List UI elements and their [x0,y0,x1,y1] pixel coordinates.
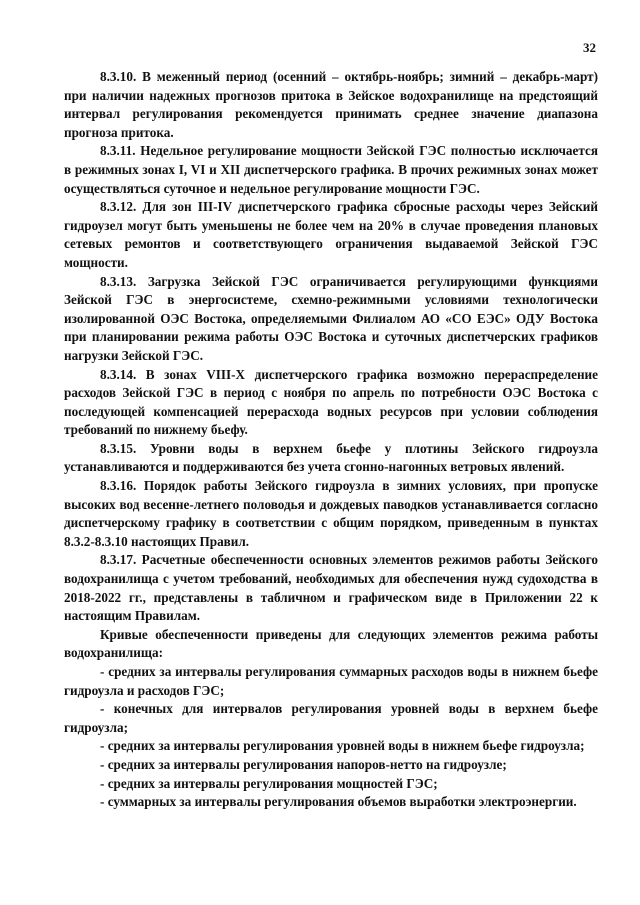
paragraph-8-3-11: 8.3.11. Недельное регулирование мощности Зейской ГЭС полностью исключается в режимных зонах I, VI и XII диспетчерского графика. В прочих режимных зонах может осуществляться суточное и недельное регулирование мощности ГЭС. [64,143,598,196]
paragraph-8-3-14: 8.3.14. В зонах VIII-X диспетчерского графика возможно перераспределение расходов Зейской ГЭС в период с ноября по апрель по потребности ОЭС Востока с последующей компенсацией перерасхода водных ресурсов при условии соблюдения требований по нижнему бьефу. [64,366,598,438]
list-item: - средних за интервалы регулирования уровней воды в нижнем бьефе гидроузла; [100,738,585,754]
list-item: - конечных для интервалов регулирования уровней воды в верхнем бьефе гидроузла; [64,701,598,735]
list-item: - средних за интервалы регулирования мощностей ГЭС; [100,775,438,791]
list-item: - средних за интервалы регулирования суммарных расходов воды в нижнем бьефе гидроузла и расходов ГЭС; [64,664,598,698]
paragraph-curves-intro: Кривые обеспеченности приведены для следующих элементов режима работы водохранилища: [64,626,598,661]
paragraph-8-3-17: 8.3.17. Расчетные обеспеченности основных элементов режимов работы Зейского водохранилища с учетом требований, необходимых для обеспечения нужд судоходства в 2018-2022 гг., представлены в табличном и графическом виде в Приложении 22 к настоящим Правилам. [64,552,598,624]
list-item: - суммарных за интервалы регулирования объемов выработки электроэнергии. [100,794,577,810]
list-item: - средних за интервалы регулирования напоров-нетто на гидроузле; [100,756,507,772]
document-body [64,68,598,812]
paragraph-8-3-16: 8.3.16. Порядок работы Зейского гидроузла в зимних условиях, при пропуске высоких вод весенне-летнего половодья и дождевых паводков устанавливается согласно диспетчерскому графику в соответствии с общим порядком, приведенным в пунктах 8.3.2-8.3.10 настоящих Правил. [64,478,598,549]
paragraph-8-3-12: 8.3.12. Для зон III-IV диспетчерского графика сбросные расходы через Зейский гидроузел могут быть уменьшены не более чем на 20% в случае проведения плановых сетевых ремонтов и соответствующего ограничения выдаваемой Зейской ГЭС мощности. [64,199,598,270]
page-number: 32 [583,40,596,55]
paragraph-8-3-10: 8.3.10. В меженный период (осенний – октябрь-ноябрь; зимний – декабрь-март) при наличии надежных прогнозов притока в Зейское водохранилище на предстоящий интервал регулирования рекомендуется принимать среднее значение диапазона прогноза притока. [64,69,598,140]
paragraph-8-3-13: 8.3.13. Загрузка Зейской ГЭС ограничивается регулирующими функциями Зейской ГЭС в энергосистеме, схемно-режимными условиями технологически изолированной ОЭС Востока, определяемыми Филиалом АО «СО ЕЭС» ОДУ Востока при планировании режима работы ОЭС Востока и суточных диспетчерских графиков нагрузки Зейской ГЭС. [64,273,598,363]
paragraph-8-3-15: 8.3.15. Уровни воды в верхнем бьефе у плотины Зейского гидроузла устанавливаются и поддерживаются без учета сгонно-нагонных ветровых явлений. [64,440,598,475]
